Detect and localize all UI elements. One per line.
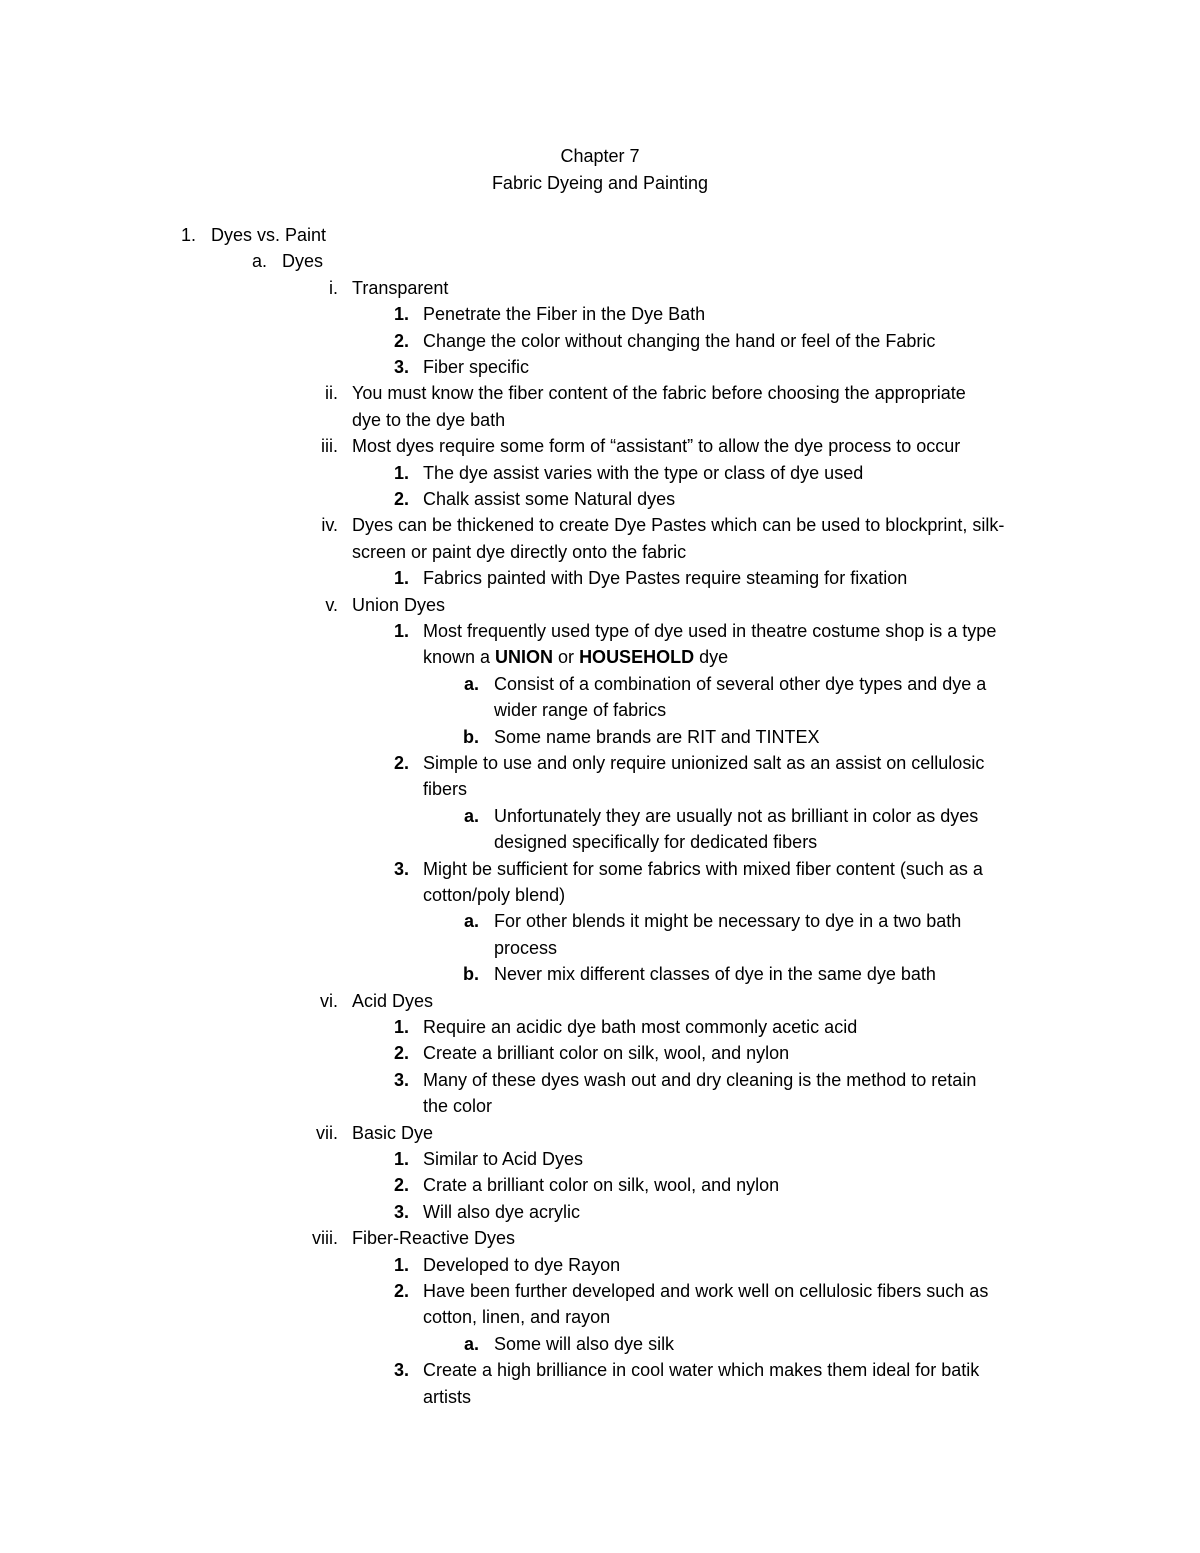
list-item-continuation	[423, 647, 728, 667]
list-marker: ii.	[325, 383, 338, 404]
text-segment: dye	[694, 647, 729, 668]
list-item-continuation: dye to the dye bath	[352, 409, 506, 430]
list-marker: 1.	[393, 621, 409, 641]
list-marker: iii.	[321, 436, 338, 457]
list-marker: 1.	[393, 1254, 409, 1275]
list-marker: 1.	[393, 568, 409, 589]
list-item-continuation: process	[494, 937, 558, 958]
list-item-text: Similar to Acid Dyes	[423, 1149, 584, 1169]
list-item-text: Acid Dyes	[352, 990, 434, 1011]
list-marker: 2.	[393, 1043, 409, 1064]
document-title: Fabric Dyeing and Painting	[491, 173, 709, 193]
list-item-text: Fiber-Reactive Dyes	[352, 1228, 516, 1249]
list-marker: viii.	[312, 1228, 338, 1249]
list-marker: 2.	[393, 330, 409, 351]
list-item-text: Will also dye acrylic	[423, 1201, 581, 1222]
list-item-text: Some will also dye silk	[494, 1333, 675, 1354]
list-item-text: Dyes can be thickened to create Dye Pastes which can be used to blockprint, silk-	[352, 515, 1005, 536]
list-marker: a.	[463, 673, 479, 694]
list-item-continuation: wider range of fabrics	[494, 700, 667, 721]
text-segment: known a	[423, 647, 496, 668]
list-item-text: Most frequently used type of dye used in theatre costume shop is a type	[423, 621, 997, 641]
list-item-text: Dyes	[282, 251, 324, 272]
list-item-text: Simple to use and only require unionized salt as an assist on cellulosic	[423, 753, 985, 773]
list-item-text: Basic Dye	[352, 1122, 434, 1143]
emphasized-term: HOUSEHOLD	[579, 647, 695, 668]
list-marker: 1.	[393, 1017, 409, 1037]
list-marker: a.	[463, 805, 479, 826]
list-item-text: For other blends it might be necessary to dye in a two bath	[494, 911, 962, 932]
text-segment: or	[553, 647, 580, 668]
list-item-text: Crate a brilliant color on silk, wool, and nylon	[423, 1175, 780, 1196]
list-marker: 1.	[180, 225, 196, 245]
list-item-text: Change the color without changing the hand or feel of the Fabric	[423, 330, 936, 351]
emphasized-term: UNION	[495, 647, 554, 668]
chapter-heading: Chapter 7	[560, 146, 640, 166]
list-marker: 3.	[393, 357, 409, 377]
list-marker: a.	[463, 911, 479, 932]
list-marker: b.	[463, 964, 479, 985]
list-item-continuation: screen or paint dye directly onto the fabric	[352, 541, 687, 562]
list-marker: 3.	[393, 1069, 409, 1090]
list-item-text: Some name brands are RIT and TINTEX	[494, 726, 820, 747]
list-item-text: Might be sufficient for some fabrics with mixed fiber content (such as a	[423, 858, 983, 879]
list-item-text: Dyes vs. Paint	[211, 225, 327, 245]
list-marker: iv.	[321, 515, 338, 536]
list-marker: 2.	[393, 489, 409, 509]
list-item-text: Create a high brilliance in cool water which makes them ideal for batik	[423, 1360, 980, 1381]
list-item-continuation: the color	[423, 1096, 493, 1117]
list-item-continuation: designed specifically for dedicated fibers	[494, 832, 818, 853]
list-item-text: Consist of a combination of several other dye types and dye a	[494, 673, 987, 694]
list-marker: a.	[251, 251, 267, 272]
list-item-continuation: cotton/poly blend)	[423, 885, 566, 905]
list-marker: vii.	[316, 1122, 338, 1143]
list-marker: 2.	[393, 1175, 409, 1196]
list-marker: 2.	[393, 1281, 409, 1301]
list-marker: 1.	[393, 1149, 409, 1169]
list-item-text: Fiber specific	[423, 357, 530, 377]
list-marker: 1.	[393, 462, 409, 483]
list-item-text: The dye assist varies with the type or class of dye used	[423, 462, 864, 483]
list-item-continuation: cotton, linen, and rayon	[423, 1307, 611, 1328]
list-marker: v.	[325, 594, 338, 615]
list-item-text: Developed to dye Rayon	[423, 1254, 621, 1275]
list-item-text: Transparent	[352, 277, 449, 298]
list-item-text: Have been further developed and work well on cellulosic fibers such as	[423, 1281, 989, 1301]
list-item-text: Never mix different classes of dye in the same dye bath	[494, 964, 936, 985]
list-marker: 3.	[393, 1201, 409, 1222]
list-marker: b.	[463, 726, 479, 747]
list-item-text: Fabrics painted with Dye Pastes require steaming for fixation	[423, 568, 908, 589]
list-item-text: Create a brilliant color on silk, wool, and nylon	[423, 1043, 790, 1064]
list-marker: 3.	[393, 1360, 409, 1381]
list-marker: 1.	[393, 304, 409, 325]
list-marker: i.	[329, 277, 338, 298]
list-item-text: Require an acidic dye bath most commonly acetic acid	[423, 1017, 858, 1037]
list-marker: 3.	[393, 858, 409, 879]
list-item-text: You must know the fiber content of the fabric before choosing the appropriate	[352, 383, 966, 404]
list-item-text: Most dyes require some form of “assistant” to allow the dye process to occur	[352, 436, 961, 457]
list-marker: 2.	[393, 753, 409, 773]
list-item-continuation: artists	[423, 1386, 472, 1407]
list-marker: vi.	[320, 990, 338, 1011]
list-item-text: Chalk assist some Natural dyes	[423, 489, 676, 509]
list-item-text: Many of these dyes wash out and dry cleaning is the method to retain	[423, 1069, 977, 1090]
list-item-text: Unfortunately they are usually not as brilliant in color as dyes	[494, 805, 979, 826]
list-marker: a.	[463, 1333, 479, 1354]
list-item-continuation: fibers	[423, 779, 468, 800]
list-item-text: Penetrate the Fiber in the Dye Bath	[423, 304, 706, 325]
list-item-text: Union Dyes	[352, 594, 446, 615]
